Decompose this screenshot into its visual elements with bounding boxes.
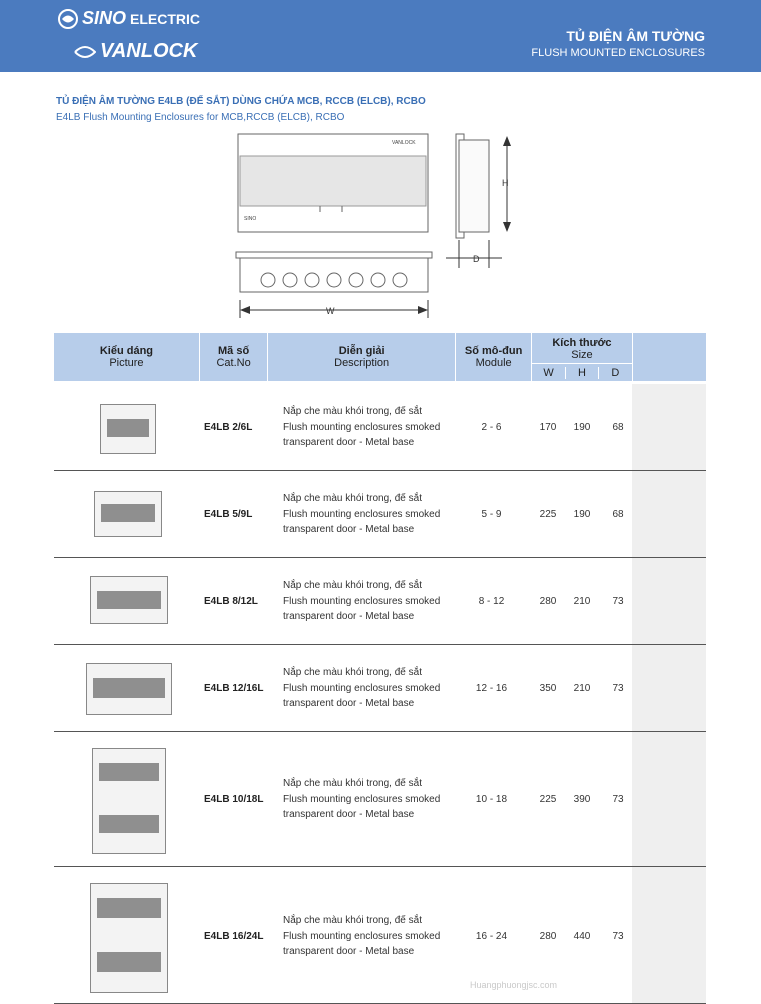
row-desc-en2: transparent door - Metal base xyxy=(283,437,415,448)
col-size xyxy=(532,333,632,381)
table-row xyxy=(54,645,706,732)
table-row xyxy=(54,384,706,471)
col-size-d: D xyxy=(611,366,620,379)
section-title-vn: TỦ ĐIỆN ÂM TƯỜNG E4LB (ĐẾ SẮT) DÙNG CHỨA MCB, RCCB (ELCB), RCBO xyxy=(56,96,426,107)
page-subtitle: FLUSH MOUNTED ENCLOSURES xyxy=(531,47,705,59)
row-w: 280 xyxy=(539,931,557,942)
diagram-label-w: W xyxy=(326,306,335,316)
row-d: 73 xyxy=(612,794,624,805)
row-d: 73 xyxy=(612,683,624,694)
row-d: 68 xyxy=(612,509,624,520)
logo-vanlock-text: VANLOCK xyxy=(100,40,198,62)
table-body xyxy=(54,384,706,1004)
logo-electric-text: ELECTRIC xyxy=(130,10,201,27)
row-cat: E4LB 2/6L xyxy=(204,422,253,433)
table-row xyxy=(54,471,706,558)
row-desc xyxy=(283,913,463,960)
col-desc-en: Description xyxy=(334,357,390,369)
row-desc-en1: Flush mounting enclosures smoked xyxy=(283,508,441,520)
row-h: 190 xyxy=(573,422,591,433)
row-d: 73 xyxy=(612,596,624,607)
row-module: 8 - 12 xyxy=(478,596,505,607)
row-module: 2 - 6 xyxy=(481,422,502,433)
row-module: 16 - 24 xyxy=(475,931,508,942)
logo-sino-text: SINO xyxy=(82,8,127,28)
row-cat: E4LB 10/18L xyxy=(204,794,264,805)
row-w: 280 xyxy=(539,596,557,607)
row-desc xyxy=(283,665,463,712)
row-cat: E4LB 16/24L xyxy=(204,931,264,942)
row-shade xyxy=(632,384,706,470)
row-desc-en2: transparent door - Metal base xyxy=(283,809,415,820)
table-row xyxy=(54,558,706,645)
row-desc-en1: Flush mounting enclosures smoked xyxy=(283,421,441,433)
row-desc-en2: transparent door - Metal base xyxy=(283,946,415,957)
row-module: 10 - 18 xyxy=(475,794,508,805)
row-desc-en2: transparent door - Metal base xyxy=(283,524,415,535)
sino-electric-logo xyxy=(58,8,200,29)
row-h: 210 xyxy=(573,683,591,694)
table-row xyxy=(54,732,706,867)
row-shade xyxy=(632,732,706,866)
row-desc-vn: Nắp che màu khói trong, đế sắt xyxy=(283,915,422,926)
col-picture-en: Picture xyxy=(109,357,144,369)
row-h: 440 xyxy=(573,931,591,942)
row-desc-en2: transparent door - Metal base xyxy=(283,698,415,709)
row-module: 5 - 9 xyxy=(481,509,502,520)
row-cat: E4LB 5/9L xyxy=(204,509,253,520)
watermark: Huangphuongjsc.com xyxy=(470,980,558,990)
row-w: 350 xyxy=(539,683,557,694)
diagram-brand-sino: SINO xyxy=(244,216,257,222)
row-d: 73 xyxy=(612,931,624,942)
row-desc xyxy=(283,491,463,538)
diagram-label-d: D xyxy=(473,254,480,264)
sino-logo-icon xyxy=(58,9,78,29)
vanlock-logo xyxy=(74,40,197,63)
row-desc-en1: Flush mounting enclosures smoked xyxy=(283,682,441,694)
table-row xyxy=(54,867,706,1004)
col-desc xyxy=(268,333,456,381)
row-shade xyxy=(632,867,706,1003)
vanlock-logo-icon xyxy=(74,44,96,60)
row-desc xyxy=(283,404,463,451)
col-size-w: W xyxy=(532,367,565,379)
row-desc-en1: Flush mounting enclosures smoked xyxy=(283,930,441,942)
row-desc-en1: Flush mounting enclosures smoked xyxy=(283,595,441,607)
col-desc-vn: Diễn giải xyxy=(338,345,385,357)
col-picture xyxy=(54,333,200,381)
page-title: TỦ ĐIỆN ÂM TƯỜNG xyxy=(566,28,705,44)
col-module-en: Module xyxy=(475,357,512,369)
row-shade xyxy=(632,471,706,557)
row-h: 390 xyxy=(573,794,591,805)
row-w: 225 xyxy=(539,509,557,520)
diagram-label-h: H xyxy=(502,178,509,188)
row-module: 12 - 16 xyxy=(475,683,508,694)
row-h: 190 xyxy=(573,509,591,520)
col-blank xyxy=(633,333,706,381)
col-picture-vn: Kiểu dáng xyxy=(99,345,154,357)
row-desc-vn: Nắp che màu khói trong, đế sắt xyxy=(283,667,422,678)
row-shade xyxy=(632,558,706,644)
row-cat: E4LB 12/16L xyxy=(204,683,264,694)
row-shade xyxy=(632,645,706,731)
section-title-en: E4LB Flush Mounting Enclosures for MCB,RCCB (ELCB), RCBO xyxy=(56,112,345,123)
row-h: 210 xyxy=(573,596,591,607)
row-cat: E4LB 8/12L xyxy=(204,596,258,607)
diagram-brand-vanlock: VANLOCK xyxy=(392,140,416,146)
col-cat-en: Cat.No xyxy=(216,357,251,369)
row-desc-vn: Nắp che màu khói trong, đế sắt xyxy=(283,493,422,504)
col-module xyxy=(456,333,532,381)
col-cat xyxy=(200,333,268,381)
row-desc-vn: Nắp che màu khói trong, đế sắt xyxy=(283,778,422,789)
row-desc xyxy=(283,578,463,625)
col-module-vn: Số mô-đun xyxy=(464,345,523,357)
row-w: 170 xyxy=(539,422,557,433)
dimension-diagram xyxy=(230,128,520,328)
row-desc xyxy=(283,776,463,823)
col-cat-vn: Mã số xyxy=(218,345,250,357)
page-header xyxy=(0,0,761,72)
row-d: 68 xyxy=(612,422,624,433)
row-desc-en2: transparent door - Metal base xyxy=(283,611,415,622)
col-size-h: H xyxy=(566,367,599,379)
row-w: 225 xyxy=(539,794,557,805)
table-header xyxy=(54,333,706,381)
col-size-vn: Kích thước xyxy=(552,337,612,349)
row-desc-en1: Flush mounting enclosures smoked xyxy=(283,793,441,805)
row-desc-vn: Nắp che màu khói trong, đế sắt xyxy=(283,580,422,591)
col-size-en: Size xyxy=(571,349,593,361)
row-desc-vn: Nắp che màu khói trong, đế sắt xyxy=(283,406,422,417)
